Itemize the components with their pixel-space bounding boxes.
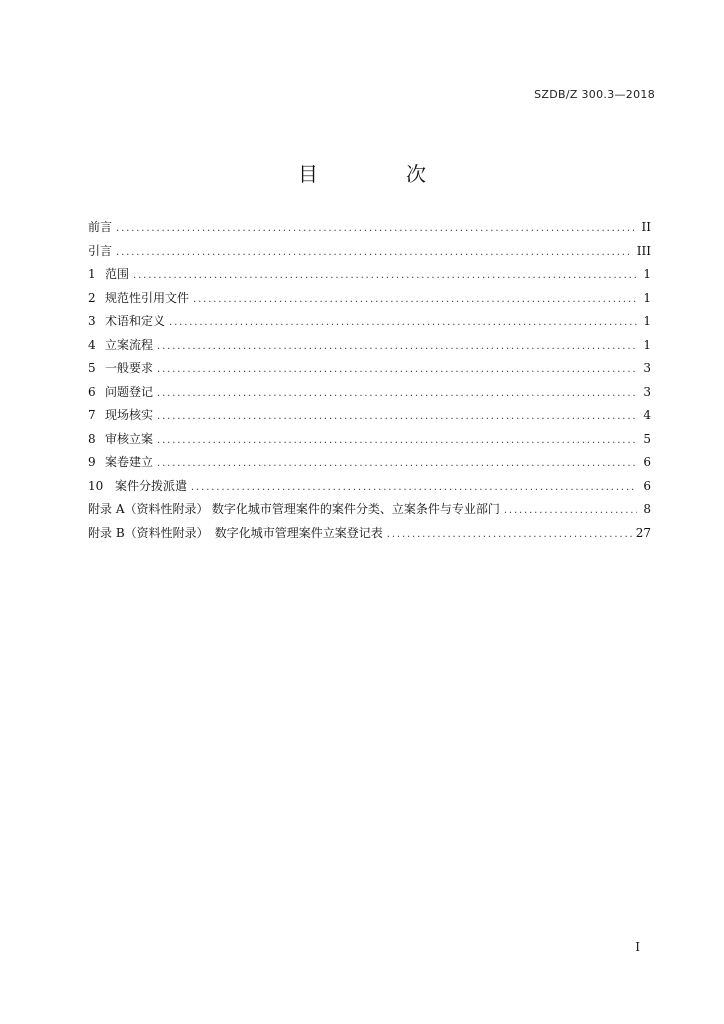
toc-entry-label: 案卷建立: [105, 455, 154, 469]
dot-leader: [157, 386, 637, 402]
page-number: I: [635, 940, 640, 954]
dot-leader: [169, 315, 637, 331]
toc-entry-page: 1: [643, 290, 651, 305]
dot-leader: [157, 339, 637, 355]
toc-entry-number: 6: [88, 384, 96, 399]
toc-entry-label: 前言: [88, 220, 113, 234]
toc-entry-label: 附录 A（资料性附录）: [88, 502, 209, 516]
dot-leader: [504, 503, 637, 519]
toc-list: [88, 219, 651, 548]
toc-entry-number: 4: [88, 337, 96, 352]
toc-entry-subtitle: 数字化城市管理案件的案件分类、立案条件与专业部门: [211, 502, 500, 516]
toc-entry-case-file-creation[interactable]: [88, 454, 651, 478]
dot-leader: [193, 292, 637, 308]
dot-leader: [191, 480, 637, 496]
toc-entry-number: 9: [88, 455, 96, 469]
toc-entry-label: 现场核实: [105, 408, 154, 422]
dot-leader: [157, 456, 637, 472]
toc-entry-label: 附录 B（资料性附录）: [88, 525, 209, 540]
toc-entry-appendix-b[interactable]: [88, 525, 651, 549]
toc-entry-normative-references[interactable]: [88, 290, 651, 314]
toc-entry-page: 1: [643, 314, 651, 328]
toc-entry-page: 1: [643, 267, 651, 281]
toc-entry-number: 5: [88, 361, 96, 375]
toc-entry-number: 3: [88, 314, 96, 328]
dot-leader: [133, 268, 637, 284]
toc-entry-label: 范围: [105, 267, 130, 281]
toc-entry-number: 10: [88, 478, 104, 493]
toc-entry-page: 8: [643, 502, 651, 516]
toc-entry-general-requirements[interactable]: [88, 360, 651, 384]
toc-entry-scope[interactable]: [88, 266, 651, 290]
toc-entry-page: 3: [643, 361, 651, 375]
toc-entry-label: 术语和定义: [105, 314, 166, 328]
toc-entry-page: 27: [635, 525, 651, 540]
document-code: SZDB/Z 300.3—2018: [534, 88, 655, 101]
toc-entry-introduction[interactable]: [88, 243, 651, 267]
toc-entry-page: 1: [643, 337, 651, 352]
toc-entry-label: 审核立案: [105, 431, 154, 446]
toc-entry-label: 规范性引用文件: [105, 290, 190, 305]
toc-entry-number: 2: [88, 290, 96, 305]
toc-entry-page: 6: [643, 455, 651, 469]
toc-entry-page: III: [636, 243, 651, 258]
toc-entry-number: 1: [88, 267, 96, 281]
toc-entry-appendix-a[interactable]: [88, 501, 651, 525]
toc-entry-review-filing[interactable]: [88, 431, 651, 455]
toc-entry-label: 引言: [88, 243, 113, 258]
toc-entry-label: 一般要求: [105, 361, 154, 375]
toc-entry-issue-registration[interactable]: [88, 384, 651, 408]
toc-entry-label: 案件分拨派遣: [115, 478, 188, 493]
toc-entry-preface[interactable]: [88, 219, 651, 243]
toc-entry-case-dispatch[interactable]: [88, 478, 651, 502]
toc-entry-page: 3: [643, 384, 651, 399]
toc-entry-page: 4: [643, 408, 651, 422]
toc-entry-filing-process[interactable]: [88, 337, 651, 361]
toc-entry-page: 5: [643, 431, 651, 446]
toc-entry-number: 8: [88, 431, 96, 446]
dot-leader: [387, 527, 632, 543]
dot-leader: [157, 409, 637, 425]
toc-entry-subtitle: 数字化城市管理案件立案登记表: [214, 525, 383, 540]
toc-title: 目 次: [298, 162, 460, 186]
toc-entry-number: 7: [88, 408, 96, 422]
dot-leader: [157, 362, 637, 378]
toc-entry-onsite-verification[interactable]: [88, 407, 651, 431]
toc-entry-label: 问题登记: [105, 384, 154, 399]
dot-leader: [116, 221, 637, 237]
dot-leader: [157, 433, 637, 449]
toc-entry-label: 立案流程: [105, 337, 154, 352]
toc-entry-page: II: [641, 220, 651, 234]
toc-entry-terms-definitions[interactable]: [88, 313, 651, 337]
dot-leader: [116, 245, 633, 261]
toc-entry-page: 6: [643, 478, 651, 493]
